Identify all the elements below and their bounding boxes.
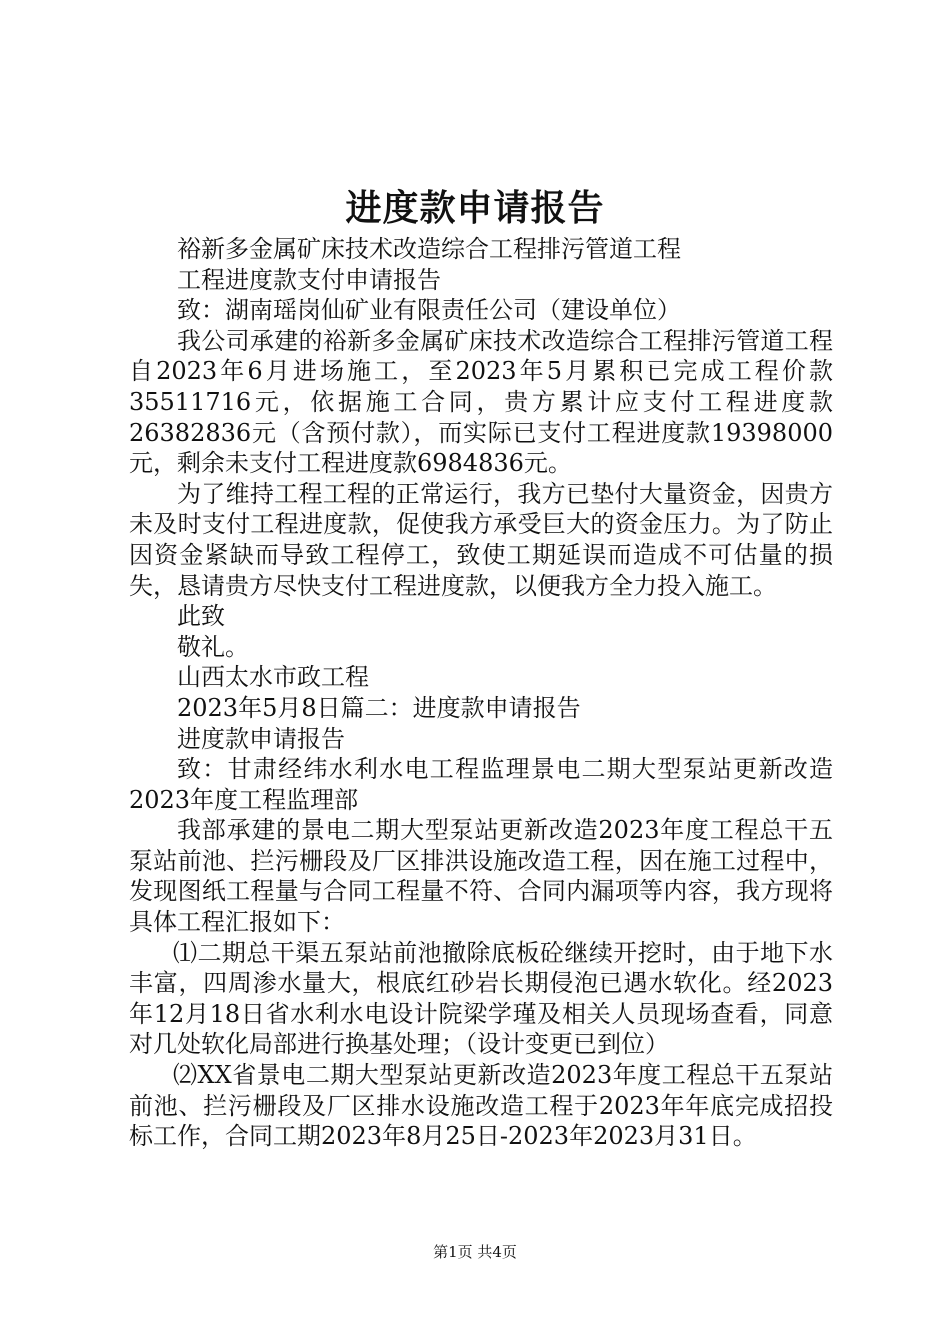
section-two-item-2: ⑵XX省景电二期大型泵站更新改造2023年度工程总干五泵站前池、拦污栅段及厂区排水设施改造工程于2023年年底完成招投标工作，合同工期2023年8月25日-2023年2023月31日。 xyxy=(129,1061,833,1151)
section-two-intro: 我部承建的景电二期大型泵站更新改造2023年度工程总干五泵站前池、拦污栅段及厂区排洪设施改造工程，因在施工过程中，发现图纸工程量与合同工程量不符、合同内漏项等内容，我方现将具体工程汇报如下： xyxy=(129,816,833,937)
body-paragraph-progress: 我公司承建的裕新多金属矿床技术改造综合工程排污管道工程自2023年6月进场施工，至2023年5月累积已完成工程价款35511716元，依据施工合同，贵方累计应支付工程进度款26382836元（含预付款），而实际已支付工程进度款19398000元，剩余未支付工程进度款6984836元。 xyxy=(129,326,833,478)
report-subtitle-line: 工程进度款支付申请报告 xyxy=(177,265,441,294)
section-two-title: 进度款申请报告 xyxy=(177,724,345,753)
recipient-line: 致：湖南瑶岗仙矿业有限责任公司（建设单位） xyxy=(177,296,681,325)
document-body xyxy=(129,234,833,1152)
signature-date-line: 2023年5月8日篇二：进度款申请报告 xyxy=(177,693,581,722)
page-footer: 第1页 共4页 xyxy=(433,1243,517,1261)
closing-line-cizhi: 此致 xyxy=(177,602,225,631)
closing-line-jingli: 敬礼。 xyxy=(177,632,249,661)
signature-company: 山西太水市政工程 xyxy=(177,663,369,692)
section-two-item-1: ⑴二期总干渠五泵站前池撤除底板砼继续开挖时，由于地下水丰富，四周渗水量大，根底红砂岩长期侵泡已遇水软化。经2023年12月18日省水利水电设计院梁学瑾及相关人员现场查看，同意对几处软化局部进行换基处理；（设计变更已到位） xyxy=(129,938,833,1059)
body-paragraph-request: 为了维持工程工程的正常运行，我方已垫付大量资金，因贵方未及时支付工程进度款，促使我方承受巨大的资金压力。为了防止因资金紧缺而导致工程停工，致使工期延误而造成不可估量的损失，恳请贵方尽快支付工程进度款，以便我方全力投入施工。 xyxy=(129,479,833,600)
project-name-line: 裕新多金属矿床技术改造综合工程排污管道工程 xyxy=(177,235,681,263)
document-title: 进度款申请报告 xyxy=(345,187,605,229)
section-two-recipient: 致：甘肃经纬水利水电工程监理景电二期大型泵站更新改造2023年度工程监理部 xyxy=(129,755,833,814)
